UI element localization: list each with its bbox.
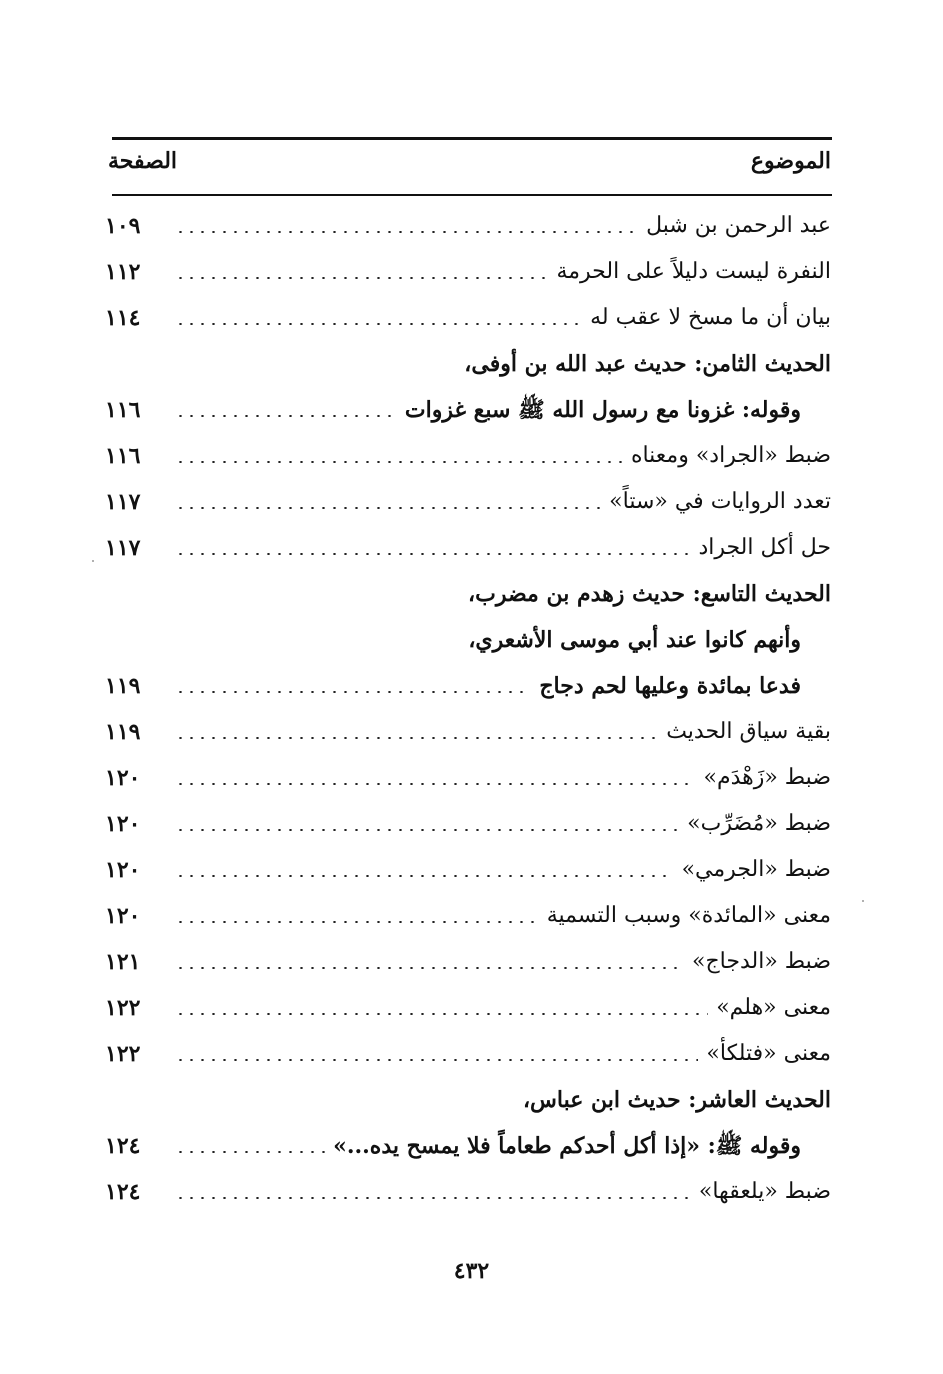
toc-entry-page: ١٢٠	[105, 811, 141, 837]
dot-leader	[175, 829, 679, 831]
toc-entry-title: بقية سياق الحديث	[666, 719, 831, 744]
toc-entry-page: ١٢٤	[105, 1179, 141, 1205]
toc-entry	[105, 527, 831, 573]
toc-entry	[105, 711, 831, 757]
toc-entry-page: ١١٦	[105, 397, 141, 423]
toc-entry-title: معنى «هلم»	[716, 995, 831, 1020]
toc-entry-title: ضبط «مُضَرِّب»	[687, 811, 831, 836]
toc-entry-title: ضبط «الدجاج»	[692, 949, 831, 974]
toc-entry-title: بيان أن ما مسخ لا عقب له	[590, 305, 831, 330]
dot-leader	[175, 875, 674, 877]
toc-heading	[105, 573, 831, 619]
dot-leader	[175, 1059, 698, 1061]
toc-heading	[105, 343, 831, 389]
toc-entry-page: ١٢١	[105, 949, 141, 975]
dot-leader	[175, 783, 695, 785]
table-of-contents	[105, 205, 831, 1217]
toc-entry-title: وقوله ﷺ: «إذا أكل أحدكم طعاماً فلا يمسح يده...»	[333, 1133, 801, 1159]
dot-leader	[175, 967, 684, 969]
toc-entry	[105, 1033, 831, 1079]
toc-entry-page: ١١٤	[105, 305, 141, 331]
toc-entry	[105, 251, 831, 297]
scan-speck	[862, 900, 864, 902]
toc-entry-page: ١٢٢	[105, 1041, 141, 1067]
dot-leader	[175, 507, 601, 509]
dot-leader	[175, 415, 397, 417]
toc-entry	[105, 895, 831, 941]
toc-entry-title: الحديث الثامن: حديث عبد الله بن أوفى،	[464, 351, 831, 377]
toc-entry-title: معنى «المائدة» وسبب التسمية	[546, 903, 831, 928]
toc-entry-title: النفرة ليست دليلاً على الحرمة	[556, 259, 831, 284]
toc-entry-page: ١٠٩	[105, 213, 141, 239]
toc-entry	[105, 849, 831, 895]
toc-entry-page: ١١٧	[105, 535, 141, 561]
column-header-topic: الموضوع	[750, 148, 831, 174]
toc-entry-title: ضبط «الجراد» ومعناه	[630, 443, 831, 468]
toc-entry-page: ١٢٠	[105, 857, 141, 883]
dot-leader	[175, 1197, 691, 1199]
toc-entry-page: ١١٩	[105, 719, 141, 745]
toc-entry-title: وقوله: غزونا مع رسول الله ﷺ سبع غزوات	[404, 397, 801, 423]
toc-entry	[105, 1125, 831, 1171]
toc-entry-title: ضبط «الجرمي»	[681, 857, 831, 882]
toc-heading	[105, 1079, 831, 1125]
toc-entry-title: عبد الرحمن بن شبل	[646, 213, 831, 238]
toc-entry-page: ١١٢	[105, 259, 141, 285]
toc-entry-page: ١٢٤	[105, 1133, 141, 1159]
dot-leader	[175, 691, 531, 693]
toc-entry-page: ١١٩	[105, 673, 141, 699]
toc-entry-page: ١٢٠	[105, 765, 141, 791]
toc-entry	[105, 665, 831, 711]
toc-entry	[105, 389, 831, 435]
toc-entry-page: ١٢٠	[105, 903, 141, 929]
page-number: ٤٣٢	[453, 1258, 490, 1284]
toc-entry	[105, 297, 831, 343]
toc-entry-title: ضبط «زَهْدَم»	[703, 765, 831, 790]
toc-entry-title: فدعا بمائدة وعليها لحم دجاج	[539, 673, 801, 699]
toc-entry-title: وأنهم كانوا عند أبي موسى الأشعري،	[468, 627, 801, 653]
top-rule	[112, 137, 832, 140]
dot-leader	[175, 461, 623, 463]
dot-leader	[175, 323, 582, 325]
dot-leader	[175, 1151, 325, 1153]
dot-leader	[175, 921, 539, 923]
toc-entry	[105, 205, 831, 251]
toc-entry-title: حل أكل الجراد	[698, 535, 831, 560]
toc-entry	[105, 1171, 831, 1217]
toc-entry-title: الحديث التاسع: حديث زهدم بن مضرب،	[468, 581, 831, 607]
toc-entry-title: ضبط «يلعقها»	[698, 1179, 831, 1204]
toc-entry	[105, 757, 831, 803]
dot-leader	[175, 1013, 708, 1015]
toc-entry-page: ١٢٢	[105, 995, 141, 1021]
toc-entry	[105, 435, 831, 481]
toc-entry-page: ١١٧	[105, 489, 141, 515]
toc-entry-title: الحديث العاشر: حديث ابن عباس،	[522, 1087, 831, 1113]
toc-heading	[105, 619, 831, 665]
toc-entry	[105, 803, 831, 849]
column-header-page: الصفحة	[108, 148, 178, 174]
scan-speck	[92, 560, 94, 562]
dot-leader	[175, 553, 690, 555]
toc-entry-page: ١١٦	[105, 443, 141, 469]
toc-entry-title: معنى «فتلكأ»	[706, 1041, 831, 1066]
dot-leader	[175, 277, 548, 279]
toc-entry	[105, 481, 831, 527]
dot-leader	[175, 737, 658, 739]
toc-entry	[105, 987, 831, 1033]
header-rule	[112, 194, 832, 196]
toc-entry	[105, 941, 831, 987]
dot-leader	[175, 231, 638, 233]
toc-entry-title: تعدد الروايات في «ستاً»	[609, 489, 831, 514]
